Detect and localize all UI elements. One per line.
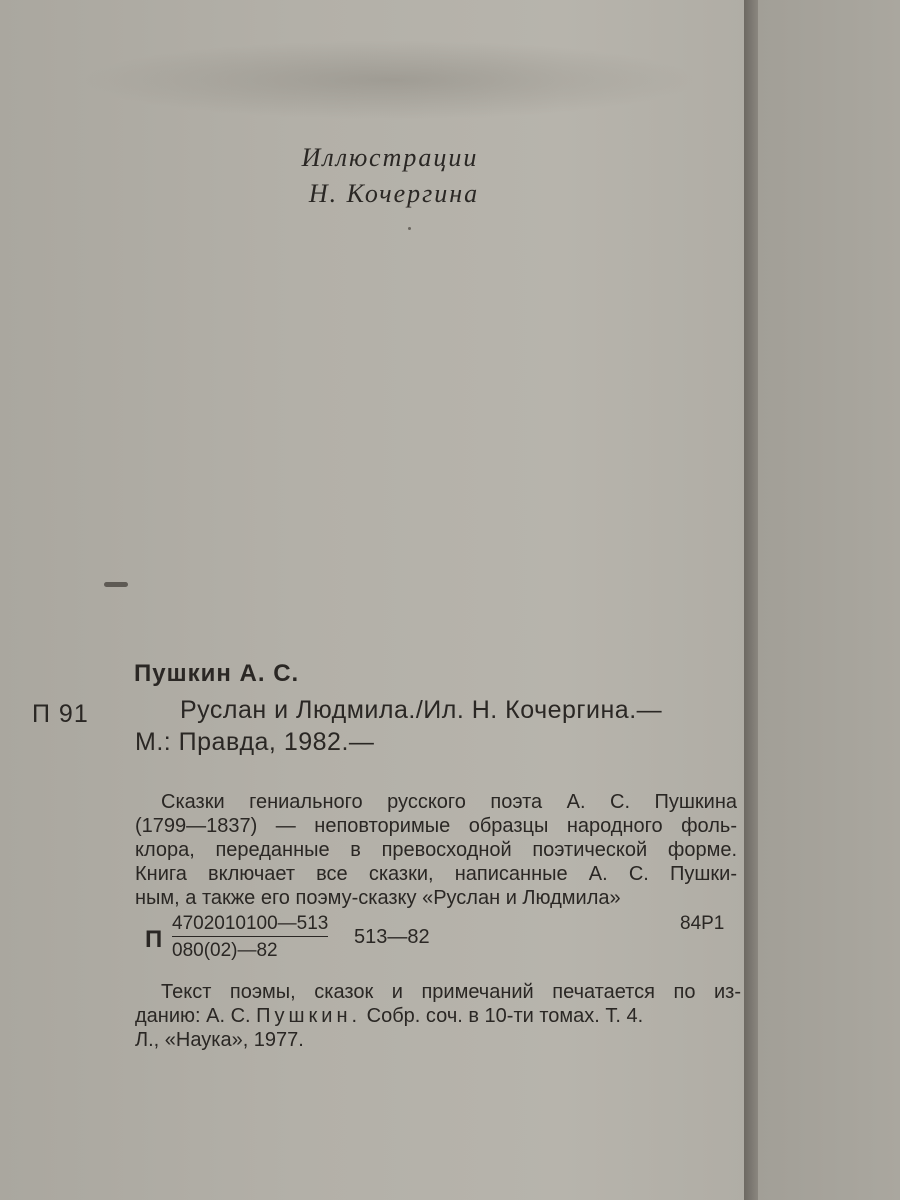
page-dot [408, 227, 411, 230]
catalog-code: П 91 [32, 700, 89, 728]
source-note [135, 980, 741, 1052]
title-line: Руслан и Людмила./Ил. Н. Кочергина.— [180, 696, 663, 724]
source-note-line3: Л., «Наука», 1977. [135, 1029, 304, 1051]
source-note-line1: Текст поэмы, сказок и примечаний печатается по из- [161, 981, 741, 1003]
source-note-line2-end: Собр. соч. в 10-ти томах. Т. 4. [366, 1005, 644, 1027]
annotation-text [135, 790, 737, 910]
page-gutter-shadow [744, 0, 758, 1200]
classification-denominator: 080(02)—82 [172, 940, 278, 961]
source-note-author-spaced: Пушкин. [256, 1005, 362, 1027]
source-note-line2-start: данию: А. С. [135, 1005, 251, 1027]
annotation-line: (1799—1837) — неповторимые образцы народного фоль- [135, 815, 737, 837]
illustrator-credit [220, 140, 560, 212]
classification-letter: П [145, 926, 163, 953]
show-through-print [80, 40, 700, 120]
classification-fraction [172, 912, 328, 962]
author-heading: Пушкин А. С. [134, 660, 300, 687]
classification-series: 513—82 [354, 926, 430, 948]
annotation-line: клора, переданные в превосходной поэтической форме. [135, 839, 737, 861]
publisher-line: М.: Правда, 1982.— [135, 728, 375, 756]
bbk-code: 84Р1 [680, 913, 725, 934]
classification-numerator: 4702010100—513 [172, 912, 328, 937]
source-note-line2 [135, 1004, 741, 1028]
annotation-line: Сказки гениального русского поэта А. С. Пушкина [161, 791, 737, 813]
illustrator-credit-line1: Иллюстрации [301, 143, 479, 172]
adjacent-page [758, 0, 900, 1200]
annotation-line: Книга включает все сказки, написанные А. С. Пушки- [135, 863, 737, 885]
illustrator-credit-line2: Н. Кочергина [308, 179, 480, 208]
page-blemish [104, 582, 128, 587]
annotation-line: ным, а также его поэму-сказку «Руслан и Людмила» [135, 887, 621, 909]
